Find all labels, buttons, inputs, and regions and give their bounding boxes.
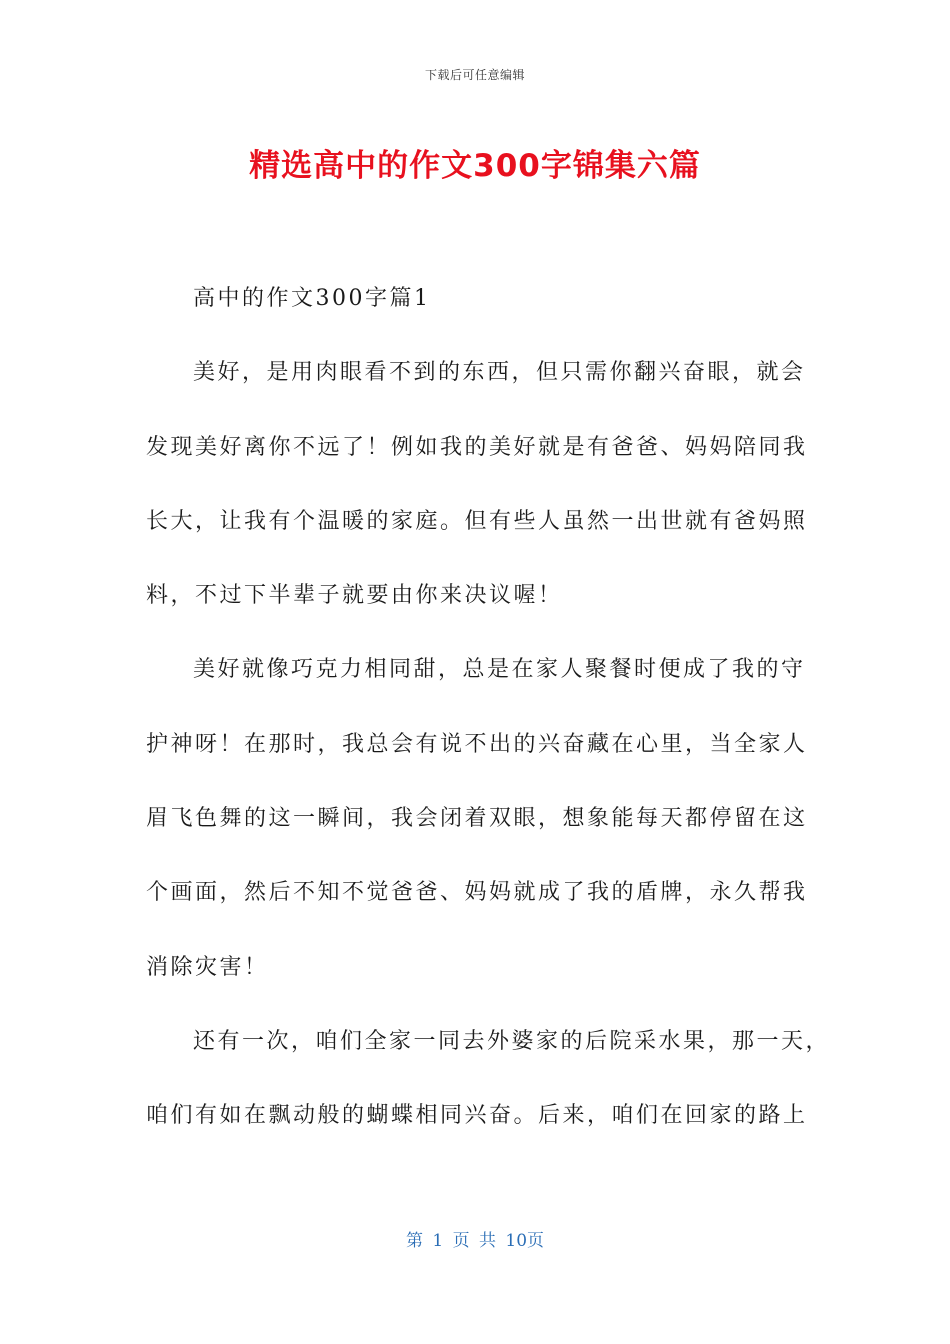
paragraph-line: 消除灾害！ <box>146 954 269 980</box>
paragraph-line: 料，不过下半辈子就要由你来决议喔！ <box>146 583 563 609</box>
paragraph-line: 咱们有如在飘动般的蝴蝶相同兴奋。后来，咱们在回家的路上 <box>146 1103 808 1129</box>
header-note: 下载后可任意编辑 <box>424 68 525 82</box>
paragraph-line: 长大，让我有个温暖的家庭。但有些人虽然一出世就有爸妈照 <box>146 508 808 534</box>
document-body <box>146 262 831 1154</box>
paragraph-line: 眉飞色舞的这一瞬间，我会闭着双眼，想象能每天都停留在这 <box>146 806 808 832</box>
page-indicator: 第 1 页 共 10页 <box>405 1231 545 1251</box>
paragraph-line: 美好就像巧克力相同甜，总是在家人聚餐时便成了我的守 <box>193 657 806 683</box>
paragraph-line: 护神呀！在那时，我总会有说不出的兴奋藏在心里，当全家人 <box>146 731 808 757</box>
paragraph-line: 还有一次，咱们全家一同去外婆家的后院采水果，那一天， <box>193 1028 831 1054</box>
section-heading: 高中的作文300字篇1 <box>193 286 431 311</box>
paragraph-line: 个画面，然后不知不觉爸爸、妈妈就成了我的盾牌，永久帮我 <box>146 880 808 906</box>
document-title: 精选高中的作文300字锦集六篇 <box>249 148 701 184</box>
paragraph-line: 发现美好离你不远了！例如我的美好就是有爸爸、妈妈陪同我 <box>146 434 808 460</box>
paragraph-line: 美好，是用肉眼看不到的东西，但只需你翻兴奋眼，就会 <box>193 360 806 386</box>
